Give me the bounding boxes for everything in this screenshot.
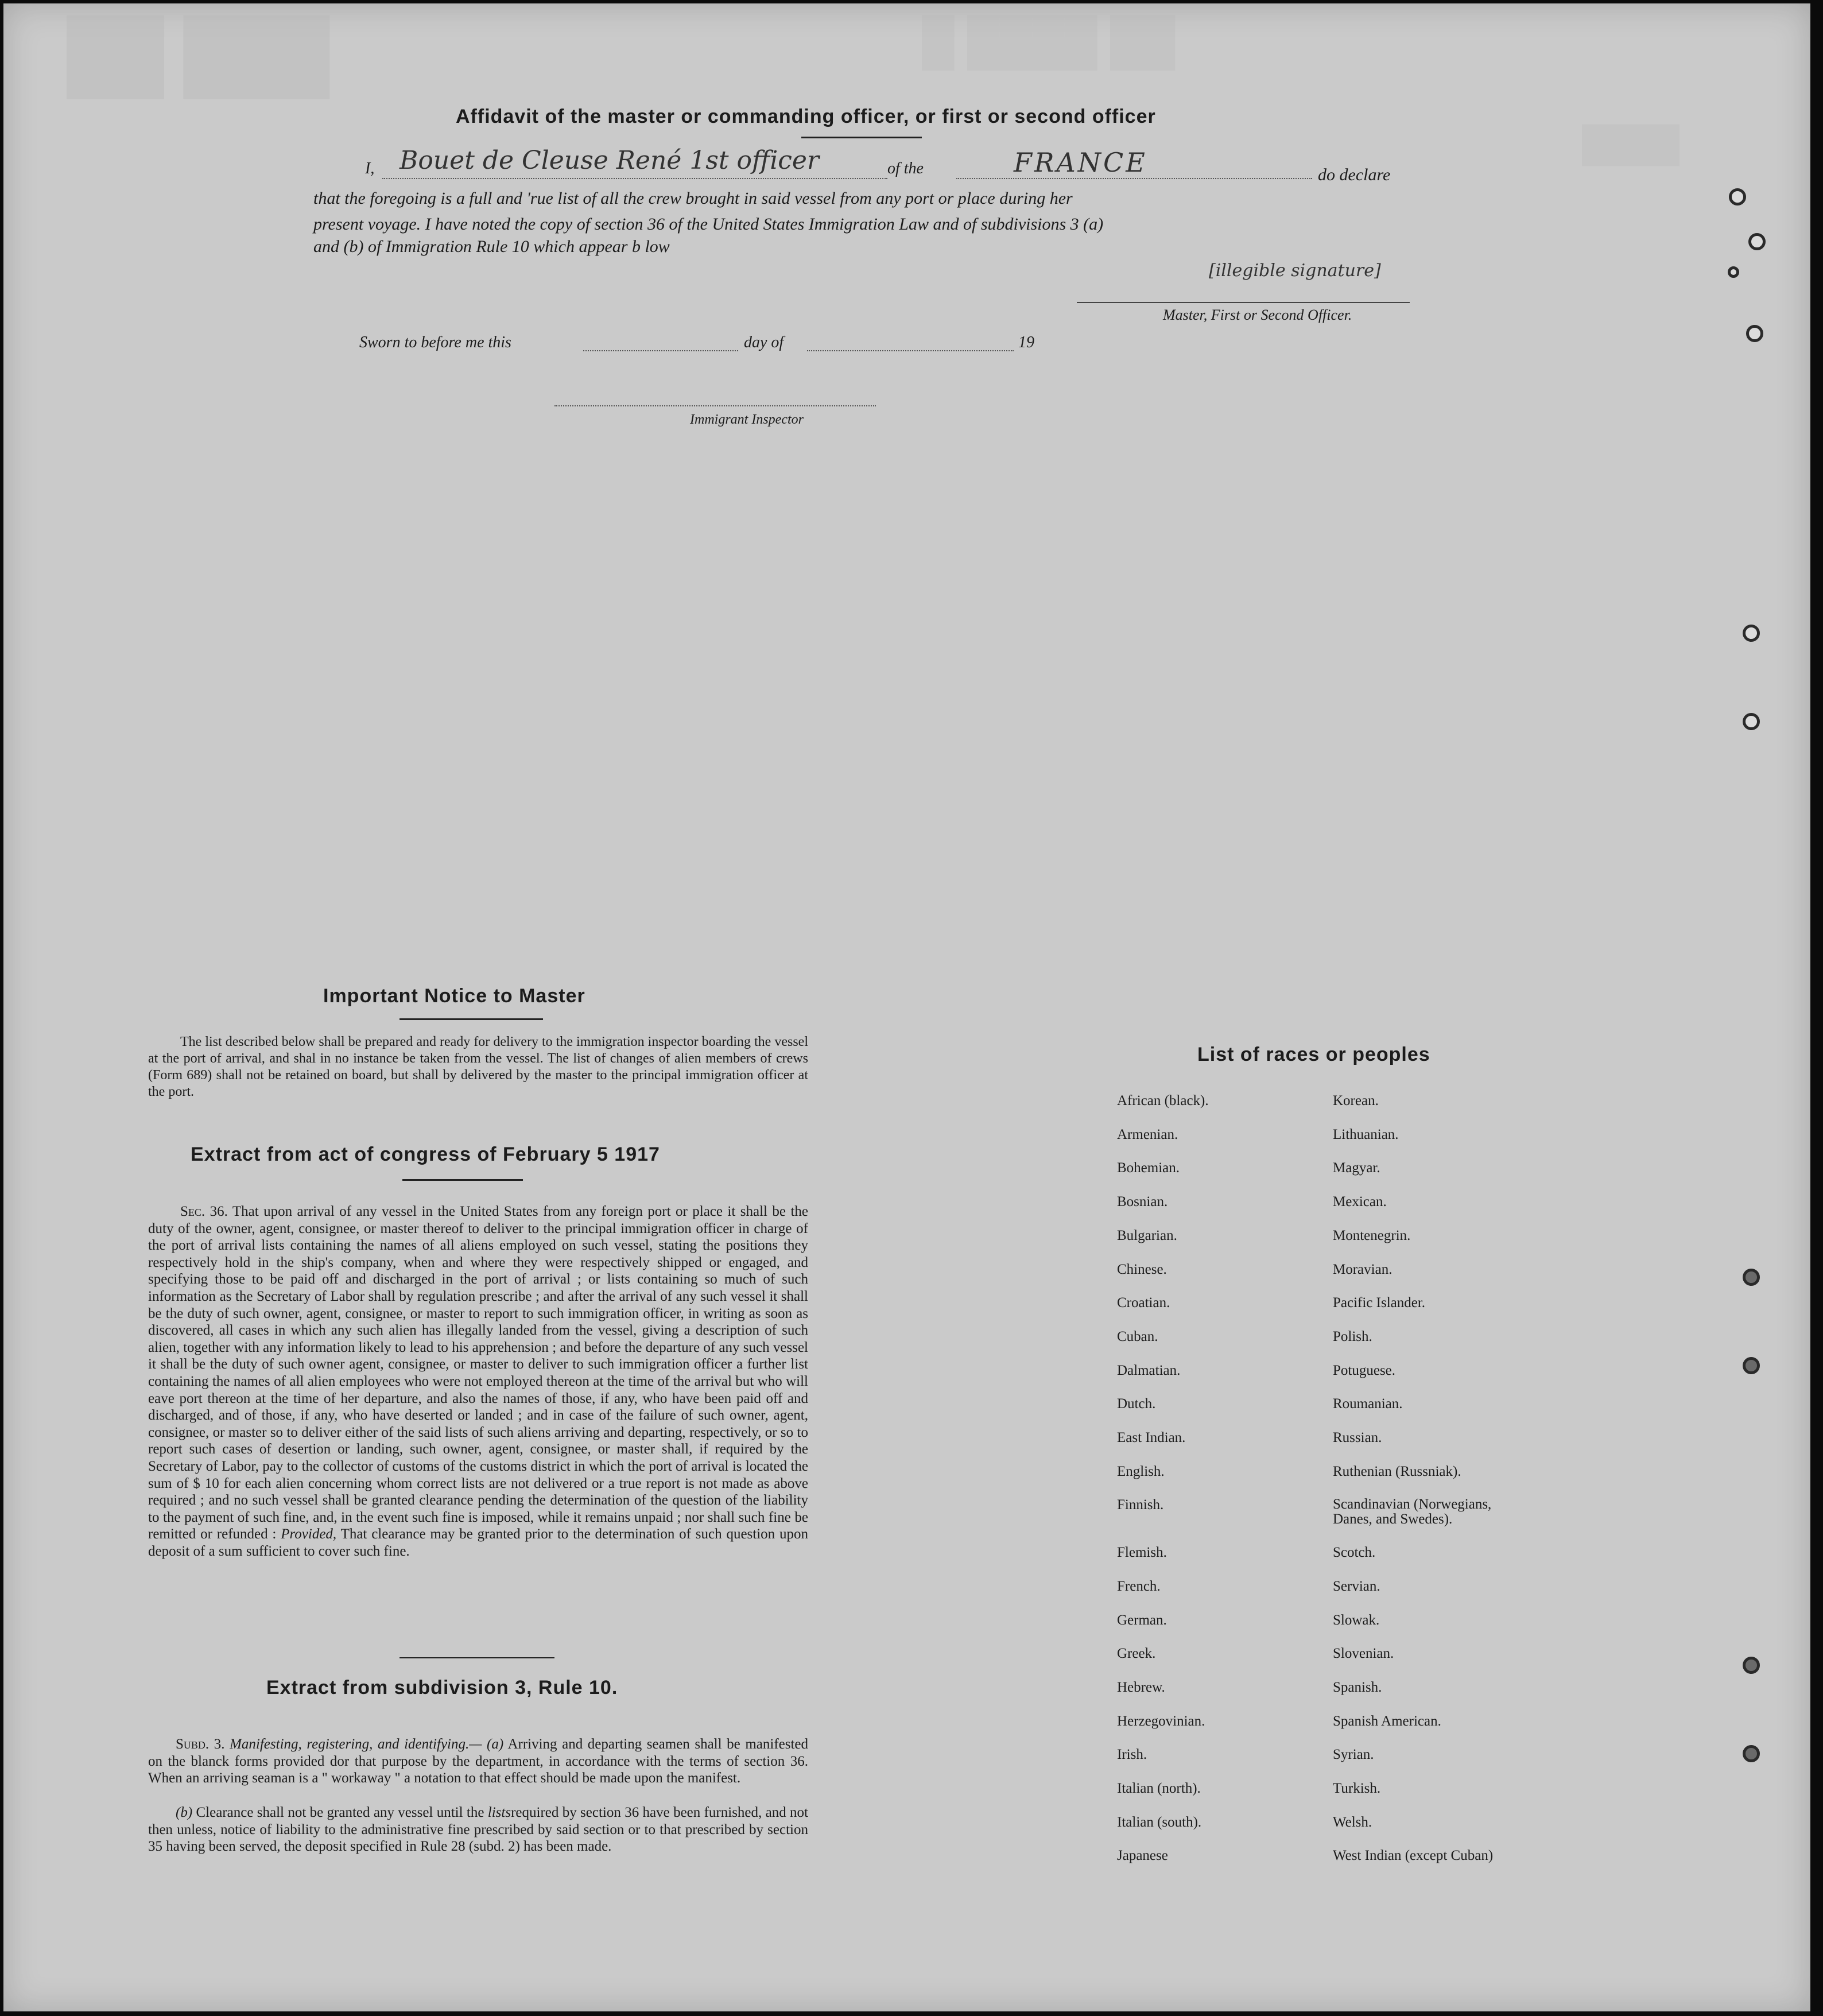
punch-hole [1743,625,1760,642]
race-right-item: Slowak. [1333,1612,1380,1628]
sworn-prefix: Sworn to before me this [359,334,511,351]
vessel-blank-line [956,178,1312,179]
race-right-item: Montenegrin. [1333,1228,1411,1243]
do-declare-label: do declare [1318,165,1391,184]
affidavit-line-3: present voyage. I have noted the copy of section 36 of the United States Immigration Law and of subdivisions 3 (a) [313,215,1104,234]
notice-body: The list described below shall be prepared and ready for delivery to the immigration inspector boarding the vessel at the port of arrival, and shal in no instance be taken from the vessel. The list of changes of alien members of crews (Form 689) shall not be retained on board, but shall by delivered by the master to the principal immigration officer at the port. [148,1034,808,1099]
punch-hole [1729,188,1746,206]
race-left-item: African (black). [1117,1093,1209,1108]
subd-heading: Manifesting, registering, and identifying.— (a) [230,1736,504,1752]
race-right-item: Spanish. [1333,1680,1382,1695]
para-b-text-pre: Clearance shall not be granted any vessel until the [196,1805,484,1820]
race-left-item: French. [1117,1579,1161,1594]
race-left-item: Herzegovinian. [1117,1713,1205,1729]
race-left-item: Chinese. [1117,1262,1167,1277]
race-left-item: Bohemian. [1117,1160,1180,1176]
race-right-item: Turkish. [1333,1781,1381,1796]
punch-hole [1743,1745,1760,1762]
sworn-month-blank [807,350,1014,351]
race-right-item: Roumanian. [1333,1396,1403,1412]
race-right-item: Potuguese. [1333,1363,1396,1378]
race-right-item: Scandinavian (Norwegians, Danes, and Swedes). [1333,1497,1492,1527]
race-left-item: Dalmatian. [1117,1363,1181,1378]
race-left-item: Flemish. [1117,1545,1167,1560]
officer-signature: [illegible signature] [1209,261,1381,281]
affidavit-title: Affidavit of the master or commanding officer, or first or second officer [456,106,1156,127]
race-right-item: West Indian (except Cuban) [1333,1848,1494,1863]
race-left-item: Armenian. [1117,1127,1178,1142]
affidavit-line-4: and (b) of Immigration Rule 10 which appear b low [313,237,670,256]
notice-title-underline [399,1018,543,1020]
race-left-item: German. [1117,1612,1167,1628]
race-left-item: Croatian. [1117,1295,1170,1311]
subd-3-para-a [148,1736,808,1787]
of-the-label: of the [887,160,924,177]
notice-title: Important Notice to Master [323,985,585,1007]
provided-label: Provided, [281,1526,337,1542]
year-prefix: 19 [1018,334,1034,351]
race-left-item: East Indian. [1117,1430,1186,1445]
race-left-item: Irish. [1117,1747,1147,1762]
race-right-item: Welsh. [1333,1815,1372,1830]
sec-36-label: Sec. 36. [180,1204,228,1219]
extract-rule-title: Extract from subdivision 3, Rule 10. [266,1677,618,1699]
signature-caption: Master, First or Second Officer. [1163,307,1352,323]
race-left-item: Finnish. [1117,1497,1164,1513]
title-underline [801,137,922,138]
race-right-item: Slovenian. [1333,1646,1394,1661]
race-left-item: Bulgarian. [1117,1228,1177,1243]
punch-hole [1743,1269,1760,1286]
section-divider [399,1657,554,1658]
race-left-item: Dutch. [1117,1396,1156,1412]
race-right-item: Mexican. [1333,1194,1387,1209]
para-b-text-post: required by section 36 have been furnished, and not then unless, notice of liability to the administrative fine prescribed by said section or to that prescribed by section 35 having been served, the deposit specified in Rule 28 (subd. 2) has been made. [148,1805,808,1855]
inspector-caption: Immigrant Inspector [690,412,804,427]
signature-line [1077,302,1410,303]
race-right-item: Moravian. [1333,1262,1393,1277]
punch-hole [1743,1657,1760,1674]
race-right-item: Servian. [1333,1579,1380,1594]
race-left-item: Italian (north). [1117,1781,1201,1796]
race-right-item: Lithuanian. [1333,1127,1399,1142]
day-of-label: day of [744,334,784,351]
vessel-name-handwritten: FRANCE [1014,147,1147,178]
subd-label: Subd. 3. [176,1736,225,1752]
race-right-item: Spanish American. [1333,1713,1441,1729]
race-left-item: Bosnian. [1117,1194,1168,1209]
subd-3-para-b [148,1804,808,1855]
race-right-item: Korean. [1333,1093,1379,1108]
name-blank-line [382,178,887,179]
bleed-through-shadow: ██ ███ [67,16,330,93]
race-left-item: English. [1117,1464,1165,1479]
race-left-item: Italian (south). [1117,1815,1202,1830]
race-right-item: Ruthenian (Russniak). [1333,1464,1461,1479]
form-page [3,3,1810,2011]
race-right-item: Polish. [1333,1329,1372,1344]
inspector-signature-line [554,405,876,406]
race-left-item: Japanese [1117,1848,1168,1863]
race-right-item: Pacific Islander. [1333,1295,1426,1311]
subd-para-a-text: Arriving and departing seamen shall be manifested on the blanck forms provided dor that purpose by the department, in accordance with the terms of section 36. When an arriving seaman is a " workaway " a notation to that effect should be made upon the manifest. [148,1736,809,1786]
para-b-lists: lists [487,1805,511,1820]
races-title: List of races or peoples [1197,1044,1430,1065]
punch-hole [1743,1357,1760,1374]
punch-hole [1728,266,1739,278]
punch-hole [1748,233,1766,250]
extract-act-title: Extract from act of congress of February 5 1917 [191,1143,660,1165]
sec-36-text-end: That clearance may be granted prior to the determination of such question upon deposit of a sum sufficient to cover such fine. [148,1526,808,1559]
affidavit-line-2: that the foregoing is a full and 'rue list of all the crew brought in said vessel from any port or place during her [313,189,1073,208]
para-b-label: (b) [176,1805,193,1820]
race-right-item: Scotch. [1333,1545,1376,1560]
extract-act-body [148,1203,808,1560]
extract-act-underline [402,1179,523,1181]
affidavit-i-label: I, [365,160,375,177]
race-left-item: Hebrew. [1117,1680,1165,1695]
punch-hole [1746,325,1763,342]
sworn-day-blank [583,350,738,351]
signer-name-handwritten: Bouet de Cleuse René 1st officer [399,146,820,175]
bleed-through-shadow: █ ████ ██ [922,15,1176,67]
race-left-item: Cuban. [1117,1329,1158,1344]
bleed-through-shadow: ████ [1582,125,1680,163]
race-left-item: Greek. [1117,1646,1156,1661]
race-right-item: Magyar. [1333,1160,1380,1176]
race-right-item: Syrian. [1333,1747,1374,1762]
sec-36-text: That upon arrival of any vessel in the United States from any foreign port or place it shall be the duty of the owner, agent, consignee, or master thereof to deliver to the principal immigration officer in charge of the port of arrival lists containing the names of all aliens employed on such vessel, stating the positions they respectively hold in the ship's company, when and where they were respectively shipped or engaged, and specifying those to be paid off and discharged in the port of arrival ; or lists containing so much of such information as the Secretary of Labor shall by regulation prescribe ; and after the arrival of any such vessel it shall be the duty of such owner, agent, consignee, or master to report to such immigration officer, in writing as soon as discovered, all cases in which any such alien has illegally landed from the vessel, giving a description of such alien, together with any information likely to lead to his apprehension ; and before the departure of any such vessel it shall be the duty of such owner agent, consignee, or master to deliver to such immigration officer a further list containing the names of all alien employees who were not employed thereon at the time of the arrival but who will eave port thereon at the time of her departure, and also the names of those, if any, who have been paid off and discharged, and of those, if any, who have deserted or landed ; and in case of the failure of such owner, agent, consignee, or master so to deliver either of the said lists of such aliens arriving and departing, respectively, or so to report such cases of desertion or landing, such owner, agent, consignee, or master shall, if required by the Secretary of Labor, pay to the collector of customs of the customs district in which the port of arrival is located the sum of $ 10 for each alien concerning whom correct lists are not delivered or a true report is not made as above required ; and no such vessel shall be granted clearance pending the determination of the question of the liability to the payment of such fine, and, in the event such fine is imposed, while it remains unpaid ; nor shall such fine be remitted or refunded : [148,1204,809,1542]
punch-hole [1743,713,1760,730]
race-right-item: Russian. [1333,1430,1382,1445]
